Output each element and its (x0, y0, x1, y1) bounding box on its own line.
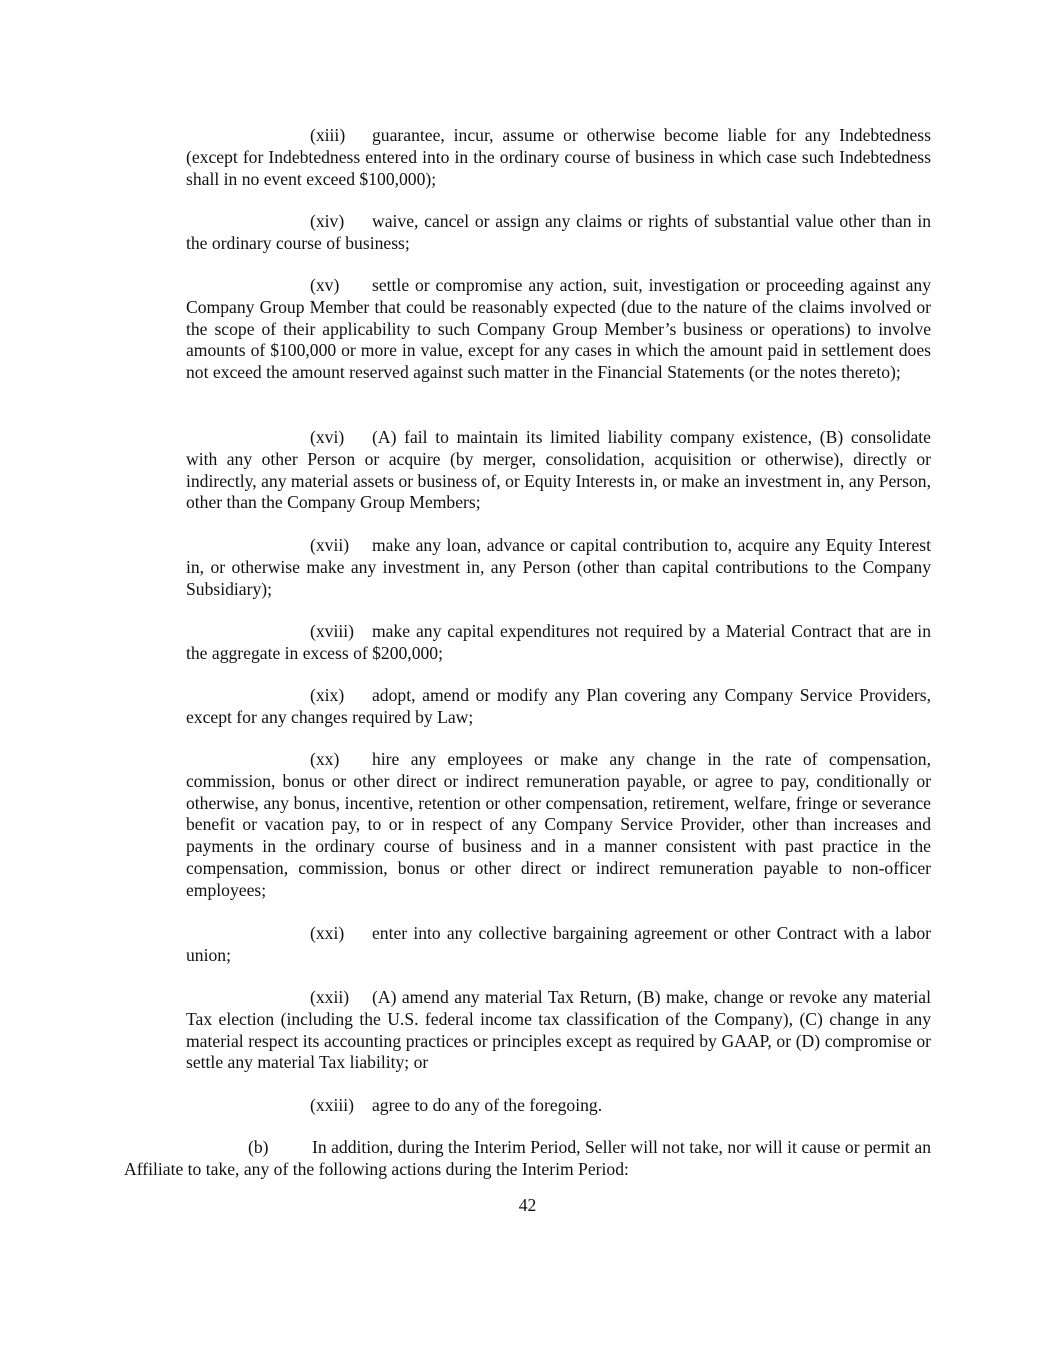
clause-text: settle or compromise any action, suit, investigation or proceeding against any Company Group Member that could be reasonably expected (due to the nature of the claims involved or the scope of their applicability to such Company Group Member’s business or operations) to involve amounts of $100,000 or more in value, except for any cases in which the amount paid in settlement does not exceed the amount reserved against such matter in the Financial Statements (or the notes thereto); (186, 275, 931, 383)
clause-text: hire any employees or make any change in the rate of compensation, commission, bonus or other direct or indirect remuneration payable, or agree to pay, conditionally or otherwise, any bonus, incentive, retention or other compensation, retirement, welfare, fringe or severance benefit or vacation pay, to or in respect of any Company Service Provider, other than increases and payments in the ordinary course of business and in a manner consistent with past practice in the compensation, commission, bonus or other direct or indirect remuneration payable to non-officer employees; (186, 749, 931, 900)
clause-number: (xxii) (310, 987, 350, 1007)
clause-xiv (186, 211, 931, 255)
clause-xx (186, 749, 931, 902)
clause-xv (186, 275, 931, 384)
clause-number: (xix) (310, 685, 345, 705)
clause-text: guarantee, incur, assume or otherwise become liable for any Indebtedness (except for Indebtedness entered into in the ordinary course of business in which case such Indebtedness shall in no event exceed $100,000); (186, 125, 931, 189)
clause-xxiii (186, 1095, 931, 1117)
clause-text: (A) amend any material Tax Return, (B) make, change or revoke any material Tax election (including the U.S. federal income tax classification of the Company), (C) change in any material respect its accounting practices or principles except as required by GAAP, or (D) compromise or settle any material Tax liability; or (186, 987, 931, 1073)
clause-number: (xxi) (310, 923, 345, 943)
page-number: 42 (518, 1195, 537, 1215)
clause-xvi (186, 427, 931, 514)
clause-text: adopt, amend or modify any Plan covering any Company Service Providers, except for any changes required by Law; (186, 685, 931, 727)
clause-text: (A) fail to maintain its limited liability company existence, (B) consolidate with any other Person or acquire (by merger, consolidation, acquisition or otherwise), directly or indirectly, any material assets or business of, or Equity Interests in, or make an investment in, any Person, other than the Company Group Members; (186, 427, 931, 513)
clause-number: (xvi) (310, 427, 345, 447)
paragraph-b (124, 1137, 931, 1181)
clause-number: (xvii) (310, 535, 350, 555)
clause-number: (xv) (310, 275, 340, 295)
clause-xviii (186, 621, 931, 665)
clause-text: make any capital expenditures not required by a Material Contract that are in the aggregate in excess of $200,000; (186, 621, 931, 663)
clause-number: (xiii) (310, 125, 346, 145)
paragraph-number: (b) (248, 1137, 269, 1157)
clause-xxi (186, 923, 931, 967)
clause-number: (xviii) (310, 621, 354, 641)
clause-number: (xiv) (310, 211, 345, 231)
clause-number: (xx) (310, 749, 340, 769)
clause-text: waive, cancel or assign any claims or rights of substantial value other than in the ordinary course of business; (186, 211, 931, 253)
clause-text: enter into any collective bargaining agreement or other Contract with a labor union; (186, 923, 931, 965)
clause-xvii (186, 535, 931, 600)
clause-xiii (186, 125, 931, 190)
clause-text: make any loan, advance or capital contribution to, acquire any Equity Interest in, or otherwise make any investment in, any Person (other than capital contributions to the Company Subsidiary); (186, 535, 931, 599)
clause-xix (186, 685, 931, 729)
clause-xxii (186, 987, 931, 1074)
paragraph-text: In addition, during the Interim Period, Seller will not take, nor will it cause or permit an Affiliate to take, any of the following actions during the Interim Period: (124, 1137, 931, 1179)
clause-text: agree to do any of the foregoing. (372, 1095, 603, 1115)
clause-number: (xxiii) (310, 1095, 354, 1115)
